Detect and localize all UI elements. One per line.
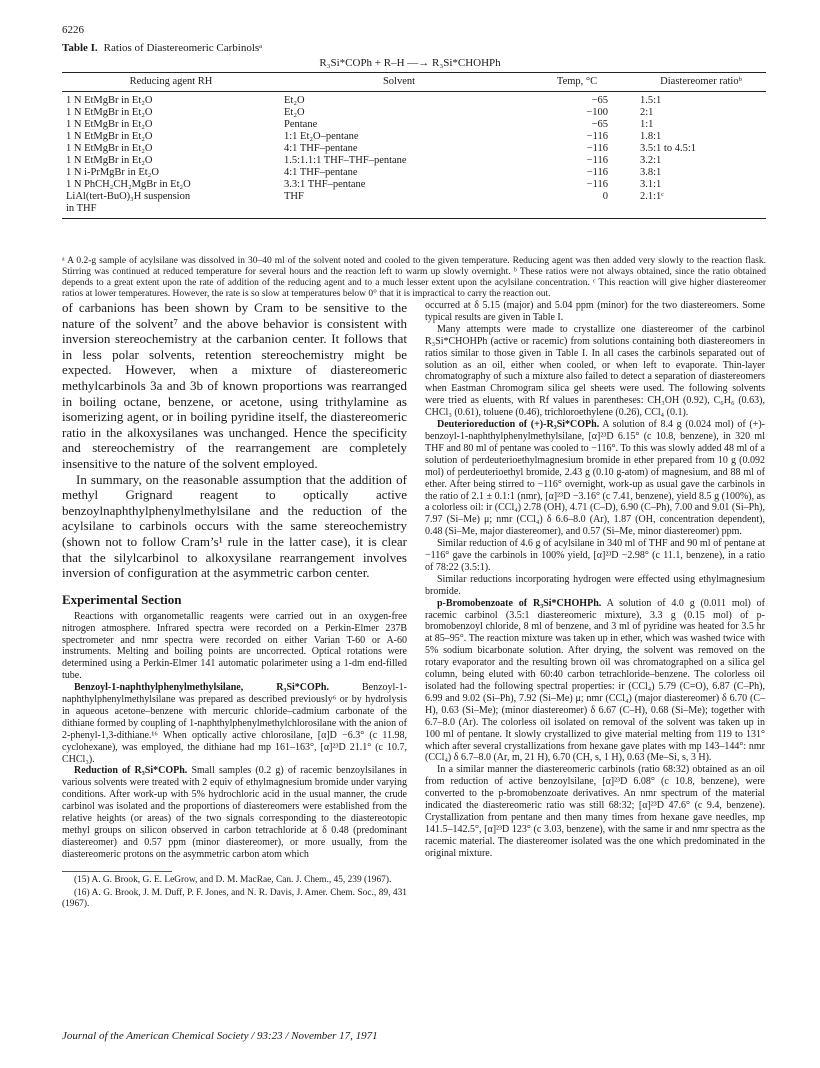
table-row xyxy=(62,167,766,179)
cell-reducing-agent: 1 N PhCH₂CH₂MgBr in Et₂O xyxy=(66,179,191,190)
cell-ratio: 3.1:1 xyxy=(640,179,662,190)
paragraph: In summary, on the reasonable assumption that the addition of methyl Grignard reagent to optically active benzoylnaphthylphenylmethylsilane and the reduction of the acylsilane to carbinols occurs with the same stereochemistry (shown not to follow Cram’s¹ rule in the latter case), it is clear that the silylcarbinol to alkoxysilane rearrangement involves inversion of configuration at the asymmetric carbon center. xyxy=(62,471,407,581)
reference: (16) A. G. Brook, J. M. Duff, P. F. Jones, and N. R. Davis, J. Amer. Chem. Soc., 89, 431 (1967). xyxy=(62,887,407,909)
right-column xyxy=(425,300,765,860)
paragraph: occurred at δ 5.15 (major) and 5.04 ppm (minor) for the two diastereomers. Some typical results are given in Table I. xyxy=(425,300,765,323)
table-body xyxy=(62,92,766,219)
table-title: Ratios of Diastereomeric Carbinolsᵃ xyxy=(103,42,263,54)
cell-reducing-agent: 1 N i-PrMgBr in Et₂O xyxy=(66,167,159,178)
cell-ratio: 3.8:1 xyxy=(640,167,662,178)
page-number: 6226 xyxy=(62,24,84,36)
cell-ratio: 1.5:1 xyxy=(640,95,662,106)
paragraph: p-Bromobenzoate of R₃Si*CHOHPh. A solution of 4.0 g (0.011 mol) of racemic carbinol (3.5:1 diastereomeric mixture), 3.3 g (0.15 mol) of p-bromobenzoyl chloride, 8 ml of benzene, and 3 ml of pyridine was heated for 3.5 hr at 85–95°. The reaction mixture was taken up in ether, which was washed twice with 5% sodium bicarbonate solution. After drying, the solvent was removed on the rotary evaporator and the resulting brown oil was chromatographed on a silica gel column, being eluted with 60:40 carbon tetrachloride–benzene. The colorless oil isolated had the following spectral properties: ir (CCl₄) 5.79 (C=O), 6.87 (C–Ph), 6.99 and 9.02 (Si–Ph), 7.92 (Si–Me) μ; nmr (CCl₄) (major diastereomer) δ 6.70 (C–H), 0.63 (Si–Me); (minor diastereomer) δ 6.67 (C–H), 0.68 (Si–Me); together with 6.7–8.0 (Ar). The colorless oil isolated on removal of the solvent was taken up in 100 ml of pentane. It slowly crystallized to give material melting from 119 to 131° which after several crystallizations from hexane gave plates with mp 143–144°: nmr (CCl₄) δ 6.7–8.0 (Ar, m, 21 H), 6.70 (CH, s, 1 H), 0.63 (Me–Si, s, 3 H). xyxy=(425,597,765,764)
cell-temp: −116 xyxy=(586,167,608,178)
cell-reducing-agent: LiAl(tert-BuO)₃H suspension in THF xyxy=(62,191,280,219)
cell-solvent: 1:1 Et₂O–pentane xyxy=(284,131,359,142)
table-footnote: ᵃ A 0.2-g sample of acylsilane was dissolved in 30–40 ml of the solvent noted and cooled to the given temperature. Reducing agent was then added very slowly to the reaction flask. Stirring was continued at reduced temperature for several hours and the reaction left to warm up slowly overnight. ᵇ These ratios were not always obtained, since the ratio obtained depends to a great extent upon the rate of addition of the reducing agent and to a much lesser extent upon the acylsilane concentration. ᶜ This reaction will give higher diastereomer ratios at lower temperatures. However, the rate is so slow at temperatures below 0° that it is impractical to carry the reaction out. xyxy=(62,256,766,299)
cell-solvent: Et₂O xyxy=(284,107,305,118)
cell-solvent: 4:1 THF–pentane xyxy=(284,143,358,154)
cell-solvent: 1.5:1.1:1 THF–THF–pentane xyxy=(284,155,407,166)
paragraph: Many attempts were made to crystallize one diastereomer of the carbinol R₃Si*CHOHPh (active or racemic) from solutions containing both diastereomers in ratios similar to those given in Table I. In all cases the carbinols separated out of solution as an oil, either when cooled, or when left to evaporate. Thin-layer chromatography of such a mixture also failed to detect a separation of diastereomers when Eastman Chromogram silica gel sheets were used. The following solvents were tried as eluents, with Rf values in parentheses: CH₃OH (0.92), C₆H₆ (0.63), CHCl₃ (0.61), toluene (0.46), trichloroethylene (0.26), CCl₄ (0.1). xyxy=(425,323,765,419)
cell-reducing-agent: 1 N EtMgBr in Et₂O xyxy=(66,95,153,106)
references-rule xyxy=(62,871,172,872)
cell-solvent: 3.3:1 THF–pentane xyxy=(284,179,366,190)
cell-solvent: Pentane xyxy=(284,119,318,130)
cell-reducing-agent: 1 N EtMgBr in Et₂O xyxy=(66,131,153,142)
ratio-table xyxy=(62,72,766,219)
paragraph-title: Benzoyl-1-naphthylphenylmethylsilane, R₃Si*COPh. xyxy=(74,682,329,694)
table-row xyxy=(62,155,766,167)
paragraph: Deuterioreduction of (+)-R₃Si*COPh. A solution of 8.4 g (0.024 mol) of (+)-benzoyl-1-naphthylphenylmethylsilane, [α]²³D 6.15° (c 10.8, benzene), in 320 ml THF and 80 ml of pentane was cooled to −116°. To this was slowly added 48 ml of a solution of perdeuterioethylmagnesium bromide in ether prepared from 10 g (0.092 mol) of perdeuterioethyl bromide, 2.43 g (0.10 g-atom) of magnesium, and 88 ml of ether. After being stirred to −116° overnight, work-up as usual gave the carbinols in the ratio of 2.1 ± 0.1:1 (nmr), [α]²³D −3.16° (c 7.41, benzene), yield 8.5 g (100%), as a colorless oil: ir (CCl₄) 2.78 (OH), 4.71 (C–D), 6.90 (C–Ph), 7.00 and 9.01 (Si–Ph), 7.97 (Si–Me) μ; nmr (CCl₄) δ 6.6–8.0 (Ar), 1.87 (OH, concentration dependent), 0.48 (Si–Me, major diastereomer), and 0.57 (Si–Me, minor diastereomer) ppm. xyxy=(425,419,765,538)
table-row xyxy=(62,131,766,143)
cell-ratio: 1.8:1 xyxy=(640,131,662,142)
cell-reducing-agent: 1 N EtMgBr in Et₂O xyxy=(66,143,153,154)
paragraph: Benzoyl-1-naphthylphenylmethylsilane, R₃Si*COPh. Benzoyl-1-naphthylphenylmethylsilane was prepared as described previously⁶ or by hydrolysis in aqueous acetone–benzene with mercuric chloride–cadmium carbonate of the dithiane formed by coupling of 1-naphthylphenylmethylchlorosilane with the anion of 2-phenyl-1,3-dithiane.¹⁶ When optically active chlorosilane, [α]D −6.3° (c 11.98, cyclohexane), was employed, the dithiane had mp 161–163°, [α]²³D 21.1° (c 10.7, CHCl₃). xyxy=(62,682,407,765)
cell-reducing-agent: 1 N EtMgBr in Et₂O xyxy=(66,155,153,166)
paragraph: Reduction of R₃Si*COPh. Small samples (0.2 g) of racemic benzoylsilanes in various solvents were treated with 2 equiv of ethylmagnesium bromide under varying conditions. After work-up with 5% hydrochloric acid in the usual manner, the crude carbinol was isolated and the proportions of diastereomers were established from the relative heights (or areas) of the two signals corresponding to the diastereotopic methyl groups on silicon observed in carbon tetrachloride at δ 0.48 (predominant diastereomer) and 0.57 ppm (minor diastereomer), or more usually, from the diastereomeric protons on the asymmetric carbon atom which xyxy=(62,765,407,860)
cell-temp: −100 xyxy=(586,107,608,118)
cell-ratio: 2.1:1ᶜ xyxy=(636,191,766,219)
table-row xyxy=(62,179,766,191)
table-row xyxy=(62,107,766,119)
running-footer: Journal of the American Chemical Society / 93:23 / November 17, 1971 xyxy=(62,1030,378,1042)
header-solvent: Solvent xyxy=(280,73,518,92)
table-row xyxy=(62,143,766,155)
table-header-row xyxy=(62,73,766,92)
reaction-equation: R₃Si*COPh + R–H —→ R₃Si*CHOHPh xyxy=(319,57,501,69)
paragraph-title: p-Bromobenzoate of R₃Si*CHOHPh. xyxy=(437,597,602,609)
paragraph: Similar reductions incorporating hydrogen were effected using ethylmagnesium bromide. xyxy=(425,573,765,597)
cell-temp: −116 xyxy=(586,155,608,166)
table-row xyxy=(62,119,766,131)
paragraph: of carbanions has been shown by Cram to be sensitive to the nature of the solvent⁷ and the above behavior is consistent with inversion stereochemistry at the carbanion center. It follows that in less polar solvents, retention stereochemistry might be expected. However, when a mixture of diastereomeric methylcarbinols 3a and 3b of known proportions was rearranged in boiling octane, benzene, or acetone, using trithylamine as isomerizing agent, or in boiling pyridine itself, the diastereomeric ratio in the alkoxysilanes was unchanged. Hence the specificity and stereochemistry of the rearrangement are completely insensitive to the nature of the solvent employed. xyxy=(62,300,407,471)
cell-temp: −65 xyxy=(591,95,608,106)
section-heading: Experimental Section xyxy=(62,591,182,607)
cell-temp: −116 xyxy=(586,179,608,190)
cell-temp: 0 xyxy=(518,191,636,219)
table-row xyxy=(62,92,766,108)
cell-ratio: 1:1 xyxy=(640,119,654,130)
cell-ratio: 3.5:1 to 4.5:1 xyxy=(640,143,697,154)
header-temp: Temp, °C xyxy=(518,73,636,92)
cell-reducing-agent: 1 N EtMgBr in Et₂O xyxy=(66,107,153,118)
cell-ratio: 2:1 xyxy=(640,107,654,118)
references xyxy=(62,875,407,910)
table-label: Table I. xyxy=(62,42,98,54)
cell-temp: −65 xyxy=(591,119,608,130)
cell-solvent: THF xyxy=(280,191,518,219)
table-row xyxy=(62,191,766,219)
table-caption xyxy=(62,42,262,54)
paragraph: Similar reduction of 4.6 g of acylsilane in 340 ml of THF and 90 ml of pentane at −116° gave the carbinols in 100% yield, [α]²³D −2.98° (c 11.1, benzene), in a ratio of 78:22 (3.5:1). xyxy=(425,538,765,573)
header-reducing-agent: Reducing agent RH xyxy=(62,73,280,92)
cell-reducing-agent: 1 N EtMgBr in Et₂O xyxy=(66,119,153,130)
cell-solvent: 4:1 THF–pentane xyxy=(284,167,358,178)
paragraph-title: Deuterioreduction of (+)-R₃Si*COPh. xyxy=(437,419,600,431)
cell-ratio: 3.2:1 xyxy=(640,155,662,166)
paragraph: In a similar manner the diastereomeric carbinols (ratio 68:32) obtained as an oil from reduction of active benzoylsilane, [α]²³D 6.08° (c 10.8, benzene), were converted to the p-bromobenzoate derivatives. An nmr spectrum of the material indicated the diastereomeric ratio was still 68:32; [α]²³D 47.6° (c 9.4, benzene). Crystallization from pentane and then many times from hexane gave needles, mp 141.5–142.5°, [α]²³D 123° (c 3.03, benzene), with the same ir and nmr spectra as the racemic material. The diastereomer isolated was the one which predominated in the original mixture. xyxy=(425,764,765,859)
left-column xyxy=(62,300,407,912)
paragraph: Reactions with organometallic reagents were carried out in an oxygen-free nitrogen atmosphere. Infrared spectra were recorded on a Perkin-Elmer 237B spectrometer and nmr spectra were recorded on either Varian T-60 or A-60 instruments. Melting and boiling points are uncorrected. Optical rotations were determined using a Perkin-Elmer 141 automatic polarimeter using a 1-dm end-filled tube. xyxy=(62,610,407,682)
cell-solvent: Et₂O xyxy=(284,95,305,106)
reference: (15) A. G. Brook, G. E. LeGrow, and D. M. MacRae, Can. J. Chem., 45, 239 (1967). xyxy=(74,874,392,885)
paragraph-title: Reduction of R₃Si*COPh. xyxy=(74,765,188,777)
header-ratio: Diastereomer ratioᵇ xyxy=(636,73,766,92)
cell-temp: −116 xyxy=(586,131,608,142)
cell-temp: −116 xyxy=(586,143,608,154)
